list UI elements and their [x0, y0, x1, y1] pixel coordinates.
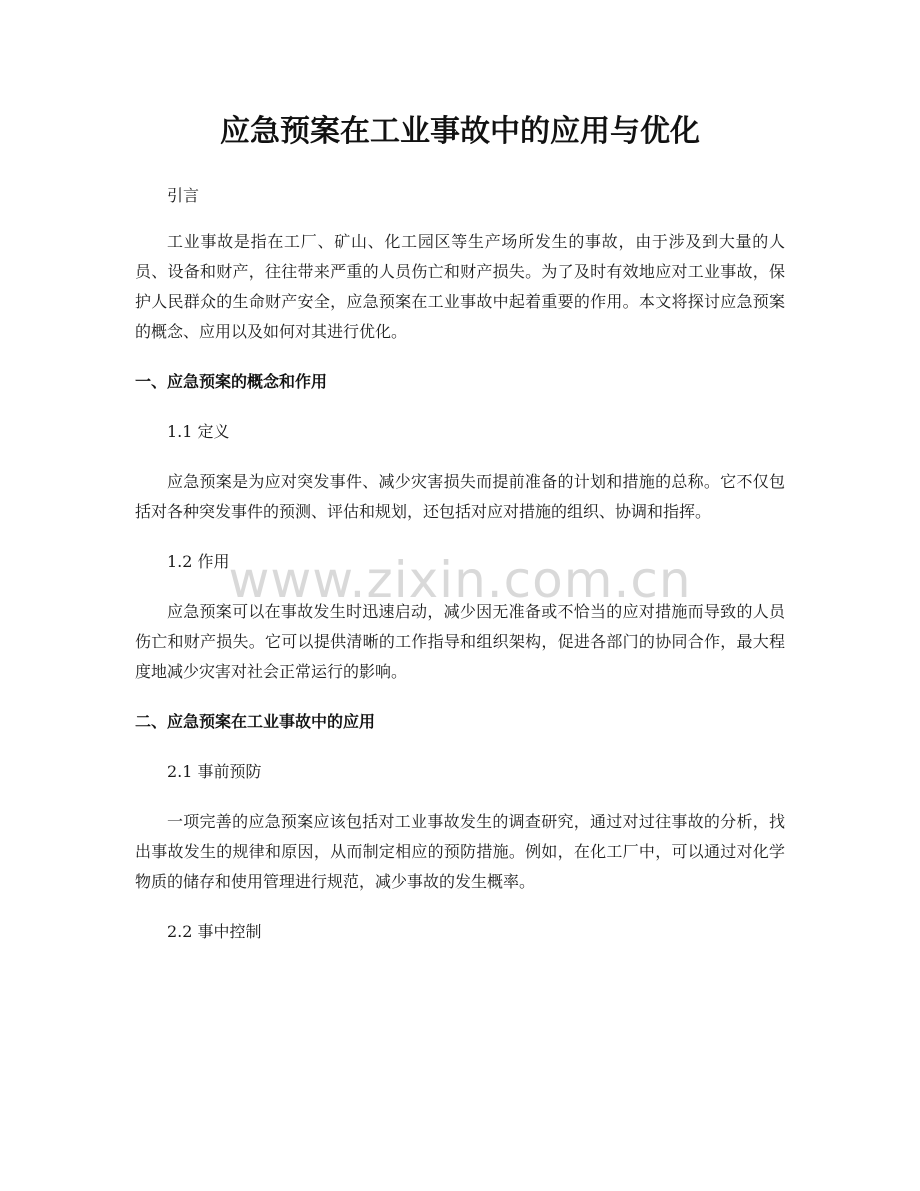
document-title: 应急预案在工业事故中的应用与优化 [220, 114, 700, 149]
section-2-heading: 二、应急预案在工业事故中的应用 [135, 712, 376, 731]
section-1-1-paragraph: 应急预案是为应对突发事件、减少灾害损失而提前准备的计划和措施的总称。它不仅包括对各种突发事件的预测、评估和规划，还包括对应对措施的组织、协调和指挥。 [135, 472, 785, 521]
section-1-1-heading: 1.1 定义 [167, 422, 230, 441]
document-body [135, 181, 785, 947]
section-2-1-heading: 2.1 事前预防 [167, 762, 262, 781]
section-1-2-paragraph: 应急预案可以在事故发生时迅速启动，减少因无准备或不恰当的应对措施而导致的人员伤亡和财产损失。它可以提供清晰的工作指导和组织架构，促进各部门的协同合作，最大程度地减少灾害对社会正常运行的影响。 [135, 602, 785, 681]
section-1-heading: 一、应急预案的概念和作用 [135, 372, 328, 391]
section-2-1-paragraph: 一项完善的应急预案应该包括对工业事故发生的调查研究，通过对过往事故的分析，找出事故发生的规律和原因，从而制定相应的预防措施。例如，在化工厂中，可以通过对化学物质的储存和使用管理进行规范，减少事故的发生概率。 [135, 812, 785, 891]
section-2-2-heading: 2.2 事中控制 [167, 922, 262, 941]
section-1-2-heading: 1.2 作用 [167, 552, 230, 571]
intro-paragraph: 工业事故是指在工厂、矿山、化工园区等生产场所发生的事故，由于涉及到大量的人员、设备和财产，往往带来严重的人员伤亡和财产损失。为了及时有效地应对工业事故，保护人民群众的生命财产安全，应急预案在工业事故中起着重要的作用。本文将探讨应急预案的概念、应用以及如何对其进行优化。 [135, 232, 785, 341]
intro-label: 引言 [167, 186, 200, 205]
watermark-text: www.zixin.com.cn [228, 551, 692, 609]
